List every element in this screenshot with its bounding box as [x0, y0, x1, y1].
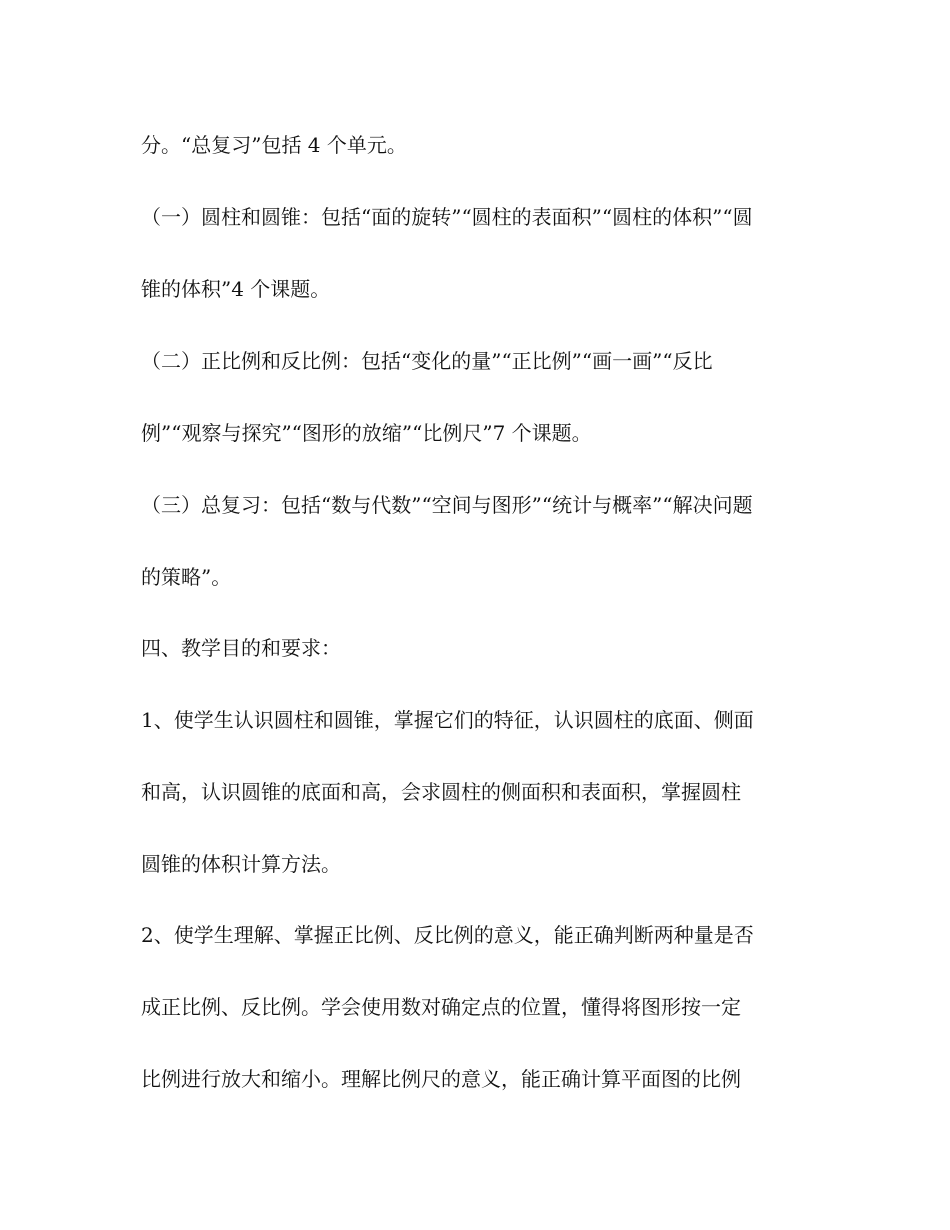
text-line: 2、使学生理解、掌握正比例、反比例的意义，能正确判断两种量是否	[141, 923, 754, 947]
text-line: 锥的体积”4 个课题。	[141, 277, 331, 301]
text-line: 圆锥的体积计算方法。	[141, 852, 341, 876]
text-line: 的策略”。	[141, 565, 232, 589]
text-line: （三）总复习：包括“数与代数”“空间与图形”“统计与概率”“解决问题	[141, 493, 753, 517]
text-line: （二）正比例和反比例：包括“变化的量”“正比例”“画一画”“反比	[141, 349, 713, 373]
text-line: 比例进行放大和缩小。理解比例尺的意义，能正确计算平面图的比例	[141, 1067, 741, 1091]
text-line: 和高，认识圆锥的底面和高，会求圆柱的侧面积和表面积，掌握圆柱	[141, 780, 741, 804]
text-line: （一）圆柱和圆锥：包括“面的旋转”“圆柱的表面积”“圆柱的体积”“圆	[141, 205, 753, 229]
text-line: 1、使学生认识圆柱和圆锥，掌握它们的特征，认识圆柱的底面、侧面	[141, 708, 754, 732]
section-heading: 四、教学目的和要求：	[141, 636, 341, 660]
text-line: 例”“观察与探究”“图形的放缩”“比例尺”7 个课题。	[141, 421, 592, 445]
text-line: 成正比例、反比例。学会使用数对确定点的位置，懂得将图形按一定	[141, 995, 741, 1019]
text-line: 分。“总复习”包括 4 个单元。	[141, 133, 407, 157]
